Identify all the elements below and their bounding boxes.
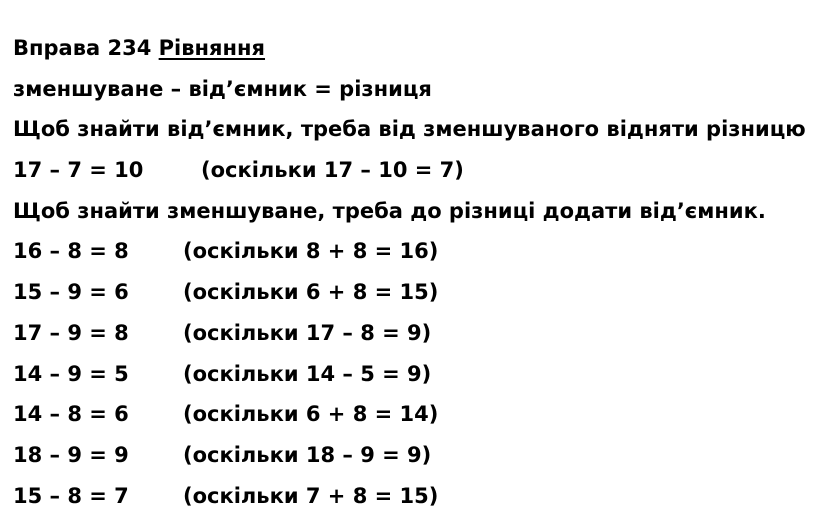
exercise-row: [13, 231, 813, 272]
subtraction-components-rule: зменшуване – від’ємник = різниця: [13, 76, 432, 101]
worksheet: [13, 28, 813, 516]
exercise-number: Вправа 234: [13, 36, 159, 60]
example-check: (оскільки 17 – 10 = 7): [201, 158, 464, 183]
exercise-equation: 14 – 9 = 5: [13, 361, 129, 386]
exercise-row: [13, 394, 813, 435]
exercise-check: (оскільки 18 – 9 = 9): [183, 442, 432, 467]
exercise-check: (оскільки 6 + 8 = 15): [183, 280, 439, 305]
exercise-equation: 16 – 8 = 8: [13, 239, 129, 264]
exercise-equation: 15 – 9 = 6: [13, 280, 129, 305]
find-subtrahend-rule: Щоб знайти від’ємник, треба від зменшуваного відняти різницю: [13, 117, 806, 142]
exercise-check: (оскільки 8 + 8 = 16): [183, 239, 439, 264]
example-equation: 17 – 7 = 10: [13, 158, 144, 183]
exercise-row: [13, 476, 813, 517]
exercise-check: (оскільки 17 – 8 = 9): [183, 320, 432, 345]
exercise-equation: 17 – 9 = 8: [13, 320, 129, 345]
exercise-equation: 14 – 8 = 6: [13, 402, 129, 427]
exercise-row: [13, 313, 813, 354]
exercise-equation: 15 – 8 = 7: [13, 483, 129, 508]
exercise-check: (оскільки 7 + 8 = 15): [183, 483, 439, 508]
exercise-check: (оскільки 14 – 5 = 9): [183, 361, 432, 386]
find-minuend-rule: Щоб знайти зменшуване, треба до різниці додати від’ємник.: [13, 198, 766, 223]
exercise-row: [13, 435, 813, 476]
exercise-topic: Рівняння: [158, 36, 266, 60]
exercise-title: [13, 28, 813, 69]
exercise-row: [13, 354, 813, 395]
exercise-row: [13, 272, 813, 313]
exercise-check: (оскільки 6 + 8 = 14): [183, 402, 439, 427]
example-row: [13, 150, 813, 191]
exercise-equation: 18 – 9 = 9: [13, 442, 129, 467]
